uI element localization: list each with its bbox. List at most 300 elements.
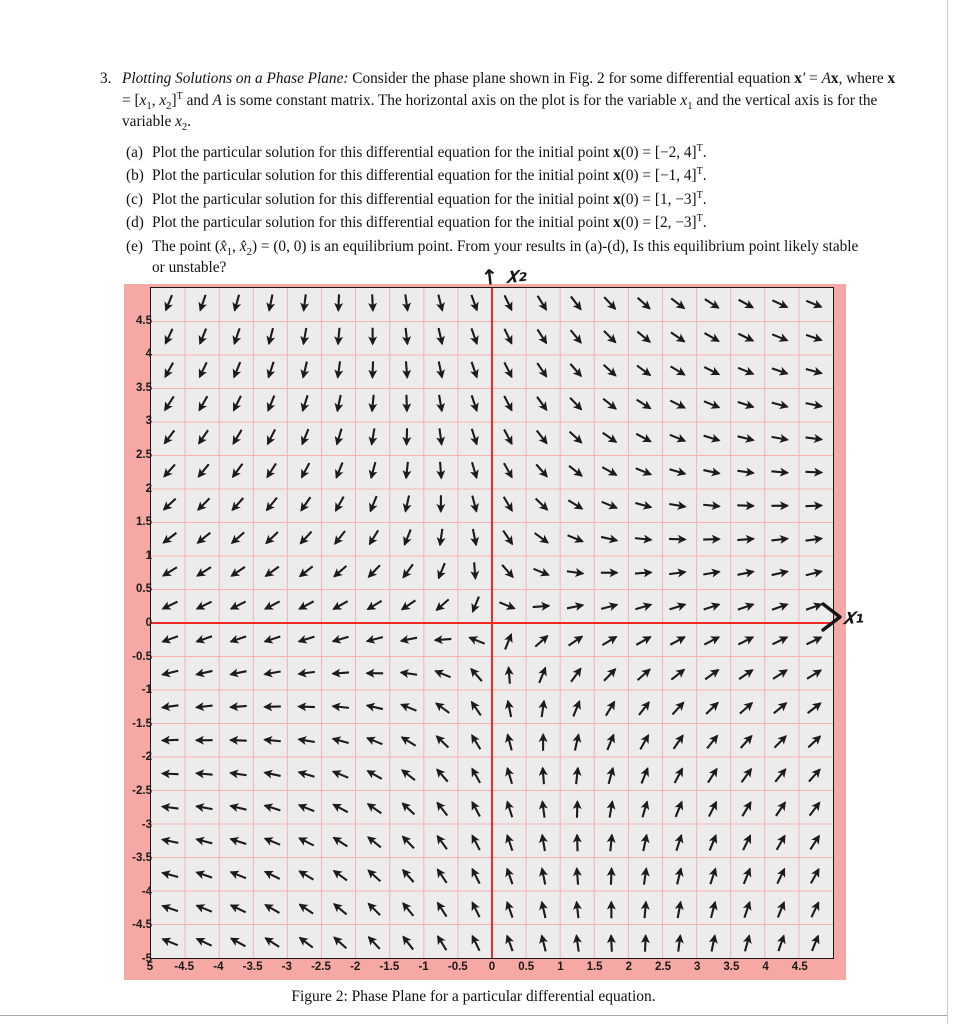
y-tick-label: 1 [145,549,152,562]
field-arrow [738,334,753,341]
y-tick-label: 0.5 [136,583,152,596]
field-arrow [300,904,313,913]
field-arrow [741,736,752,748]
subitem-text-d: Plot the particular solution for this differential equation for the initial point x(0) = [2, −3]$^T$. [152,212,707,231]
field-arrow [370,530,379,544]
field-arrow [303,362,307,378]
field-arrow [570,364,581,376]
field-arrow [233,430,241,444]
y-tick-label: 2 [145,482,152,495]
field-arrow [806,369,822,373]
field-arrow [577,902,579,918]
field-arrow [333,706,349,708]
field-arrow [436,671,451,677]
subitem-tag-b: (b) [126,167,144,184]
field-arrow [567,571,583,573]
field-arrow [543,768,544,784]
field-arrow [367,738,382,744]
field-arrow [504,396,511,410]
field-arrow [334,937,346,948]
field-arrow [772,403,788,407]
field-arrow [708,769,717,783]
field-arrow [575,735,579,751]
field-arrow [269,362,274,377]
phase-plane-plot-area [150,287,834,959]
field-arrow [268,429,275,443]
subitem-tag-a: (a) [126,143,143,161]
field-arrow [807,670,821,679]
field-arrow [774,736,785,748]
field-arrow [369,565,380,577]
field-arrow [337,429,342,445]
field-arrow [609,768,613,784]
field-arrow [707,736,717,749]
field-arrow [539,668,545,683]
field-arrow [778,936,783,951]
field-arrow [542,802,544,818]
x-tick-label: -1 [418,961,429,973]
field-arrow [576,936,578,952]
field-arrow [265,601,279,608]
field-arrow [372,294,373,310]
field-arrow [372,361,373,377]
field-arrow [439,428,441,444]
field-arrow [507,902,512,917]
field-arrow [197,939,212,946]
field-arrow [504,362,511,377]
field-arrow [368,601,382,609]
field-arrow [299,772,315,777]
field-arrow [334,904,347,914]
phase-plane-figure [124,284,846,980]
handwritten-x2-label: ↑ 𝑥₂ [479,261,528,291]
x-tick-label: -2.5 [311,961,331,973]
field-arrow [472,496,476,512]
field-arrow [372,395,374,411]
field-arrow [196,773,212,774]
field-arrow [367,705,383,709]
field-arrow [437,599,449,610]
field-arrow [536,464,547,476]
handwritten-x1-label: 𝑥₁ [842,603,865,629]
field-arrow [199,396,207,410]
field-arrow [231,839,246,844]
field-arrow [504,329,511,344]
field-arrow [636,434,650,442]
field-arrow [300,871,314,879]
field-arrow [603,399,616,409]
field-arrow [571,296,581,309]
x-tick-label: 4.5 [791,961,808,973]
field-arrow [704,637,718,644]
field-arrow [576,768,578,784]
field-arrow [772,334,787,340]
field-arrow [299,672,315,674]
field-arrow [738,402,753,407]
field-arrow [811,869,819,883]
problem-statement-row [100,68,900,133]
field-arrow [269,294,272,310]
field-arrow [535,533,548,543]
field-arrow [542,835,545,851]
field-arrow [301,497,310,510]
field-arrow [406,462,408,478]
y-tick-label: -5 [141,953,152,965]
field-arrow [265,671,281,674]
field-arrow [266,567,279,576]
field-arrow [474,562,475,578]
field-arrow [772,368,787,373]
field-arrow [569,466,582,476]
y-tick-label: -2 [141,751,152,764]
field-arrow [162,705,178,707]
field-arrow [302,429,308,444]
problem-equation-1: x [794,70,802,87]
y-tick-label: -1 [141,684,152,697]
field-arrow [269,328,273,344]
problem-title: Plotting Solutions on a Phase Plane: [122,70,349,87]
field-arrow [439,328,443,344]
x-tick-label: -4.5 [174,961,195,973]
field-arrow [163,636,178,641]
y-tick-label: 3.5 [136,381,152,394]
field-arrow [607,735,613,750]
field-arrow [601,605,617,609]
field-arrow [645,902,646,918]
field-arrow [502,565,513,577]
field-arrow [333,772,348,778]
field-arrow [542,701,544,717]
field-arrow [303,328,306,344]
field-arrow [635,605,651,610]
x-tick-label: 2 [625,961,632,973]
field-arrow [162,773,178,774]
field-arrow [737,505,753,506]
field-arrow [643,835,646,851]
y-tick-label: 4 [145,348,152,361]
field-arrow [470,638,485,644]
field-arrow [602,467,616,475]
y-tick-label: -4.5 [132,919,152,932]
field-arrow [507,835,512,850]
field-arrow [197,671,213,675]
field-arrow [604,365,616,376]
x-tick-label: -1.5 [379,961,400,973]
field-arrow [403,803,415,814]
y-tick-label: 3 [145,415,152,428]
field-arrow [233,464,243,477]
field-arrow [235,295,239,311]
field-arrow [810,836,819,850]
field-arrow [499,602,514,608]
field-arrow [369,937,380,949]
field-arrow [710,869,715,884]
field-arrow [472,462,477,478]
x-tick-label: 1 [557,961,564,973]
field-arrow [568,500,582,509]
field-arrow [234,328,239,343]
field-arrow [670,605,685,610]
field-arrow [401,672,417,674]
y-tick-label: -3 [141,818,152,831]
field-arrow [164,499,176,510]
field-arrow [635,572,651,573]
field-arrow [742,802,750,816]
field-arrow [200,295,205,310]
field-arrow [505,634,511,649]
field-arrow [231,706,247,707]
field-arrow [265,773,281,776]
field-arrow [471,328,476,343]
y-tick-label: 0 [145,617,152,629]
field-arrow [401,705,416,711]
field-arrow [338,361,340,377]
field-arrow [472,735,480,749]
field-arrow [472,395,477,410]
field-arrow [437,736,449,747]
field-arrow [737,539,753,540]
field-arrow [368,870,380,881]
field-arrow [571,330,581,343]
field-arrow [606,702,615,716]
field-arrow [507,869,512,884]
field-arrow [405,530,411,545]
field-arrow [806,403,822,406]
field-arrow [508,701,511,717]
field-arrow [333,739,349,743]
field-arrow [778,902,784,917]
field-arrow [368,804,381,813]
field-arrow [738,637,753,644]
field-arrow [706,703,718,714]
field-arrow [533,569,548,575]
field-arrow [402,600,415,609]
field-arrow [775,769,785,782]
problem-subitem-b [126,165,900,187]
field-arrow [333,637,349,642]
x-tick-label: -2 [350,961,361,973]
field-arrow [265,839,280,845]
field-arrow [537,431,547,444]
field-arrow [200,329,206,344]
x-tick-label: 5 [146,961,154,973]
field-arrow [740,703,752,714]
field-arrow [372,428,375,444]
field-arrow [610,802,613,818]
field-arrow [705,333,719,341]
vector-field [151,288,833,958]
y-tick-label: -1.5 [132,717,152,730]
field-arrow [509,668,510,684]
page-edge-right [947,0,948,1024]
field-arrow [438,295,442,311]
field-arrow [774,703,787,713]
field-arrow [402,737,416,746]
field-arrow [772,437,788,440]
field-arrow [265,740,281,742]
field-arrow [508,735,512,751]
field-arrow [536,498,548,509]
field-arrow [472,362,477,377]
field-arrow [507,802,512,817]
field-arrow [265,636,280,641]
field-arrow [334,871,347,881]
field-arrow [234,362,240,377]
field-arrow [196,806,212,809]
field-arrow [806,335,821,340]
field-arrow [440,529,442,545]
field-arrow [542,869,545,885]
field-arrow [200,362,207,377]
field-arrow [670,435,685,441]
field-arrow [670,637,684,645]
x-tick-label: 0 [488,961,496,973]
field-arrow [504,430,512,444]
field-arrow [637,332,650,342]
field-arrow [542,902,546,918]
field-arrow [405,496,409,512]
field-arrow [573,701,579,716]
field-arrow [230,740,246,741]
field-arrow [738,604,753,609]
y-tick-label: 2.5 [136,449,152,461]
field-arrow [472,769,480,783]
field-arrow [165,363,173,377]
x-tick-label: 1.5 [586,961,603,973]
field-arrow [231,567,244,576]
field-arrow [162,807,178,809]
field-arrow [806,301,821,307]
problem-subitem-c [126,189,900,211]
field-arrow [163,906,178,911]
field-arrow [504,463,512,477]
field-arrow [405,294,407,310]
field-arrow [704,436,719,441]
field-arrow [333,805,347,813]
field-arrow [635,538,651,540]
field-arrow [535,636,547,647]
x-tick-label: 4 [762,961,769,973]
field-arrow [738,436,754,440]
field-arrow [368,837,381,847]
field-arrow [472,869,479,884]
field-arrow [199,430,208,443]
field-arrow [711,902,715,918]
y-tick-label: -3.5 [132,852,152,865]
field-arrow [743,836,750,851]
field-arrow [669,504,685,507]
field-arrow [471,669,482,681]
field-arrow [604,297,615,309]
field-arrow [777,836,785,850]
field-arrow [439,361,442,377]
field-arrow [197,567,211,576]
field-arrow [677,869,681,885]
field-arrow [571,669,581,682]
field-arrow [197,872,212,877]
field-arrow [197,636,212,641]
field-arrow [805,472,821,473]
field-arrow [709,802,716,816]
y-tick-label: 4.5 [136,314,152,327]
field-arrow [472,836,479,850]
field-arrow [299,739,315,742]
field-arrow [197,602,212,609]
field-arrow [772,604,787,609]
y-tick-label: -4 [141,885,152,898]
field-arrow [703,505,719,507]
field-arrow [739,670,752,679]
field-arrow [472,429,477,444]
field-arrow [440,462,441,478]
field-arrow [166,329,173,344]
field-arrow [338,294,339,310]
field-arrow [403,564,413,577]
field-arrow [637,366,650,376]
field-arrow [704,604,719,609]
field-arrow [703,470,719,473]
field-arrow [438,903,447,917]
field-arrow [602,637,616,645]
field-arrow [439,395,442,411]
field-arrow [472,903,479,918]
field-arrow [403,837,414,849]
subitem-text-a: Plot the particular solution for this differential equation for the initial point x(0) = [−2, 4]$^T$. [152,142,707,161]
subitem-text-c: Plot the particular solution for this differential equation for the initial point x(0) = [1, −3]$^T$. [152,189,707,208]
field-arrow [678,936,680,952]
field-arrow [162,671,178,675]
figure-caption: Figure 2: Phase Plane for a particular differential equation. [291,988,656,1005]
field-arrow [406,361,407,377]
x-tick-label: 3.5 [723,961,740,973]
field-arrow [772,571,788,575]
field-arrow [163,939,178,945]
field-arrow [806,437,822,439]
field-arrow [641,768,647,783]
field-arrow [636,468,651,474]
subitem-tag-e: (e) [126,237,143,255]
field-arrow [640,735,648,749]
field-arrow [163,602,178,609]
field-arrow [437,769,448,781]
field-arrow [577,869,578,885]
field-arrow [336,463,342,478]
field-arrow [197,906,212,912]
problem-equation-2: x [887,70,896,87]
field-arrow [806,571,822,575]
field-arrow [675,769,683,783]
field-arrow [334,566,346,577]
field-arrow [504,497,512,511]
field-arrow [302,463,310,477]
field-arrow [671,298,684,308]
field-arrow [401,638,417,641]
field-arrow [670,469,686,474]
field-arrow [268,396,274,411]
field-arrow [739,300,753,308]
field-arrow [710,835,716,850]
field-arrow [299,838,313,845]
field-arrow [231,671,247,674]
field-arrow [568,535,583,541]
field-arrow [639,702,649,715]
field-arrow [777,869,784,884]
y-tick-label: -0.5 [132,650,152,663]
field-arrow [672,703,683,715]
field-arrow [704,367,719,374]
subitem-tag-c: (c) [126,190,143,208]
subitem-tag-d: (d) [126,214,144,231]
